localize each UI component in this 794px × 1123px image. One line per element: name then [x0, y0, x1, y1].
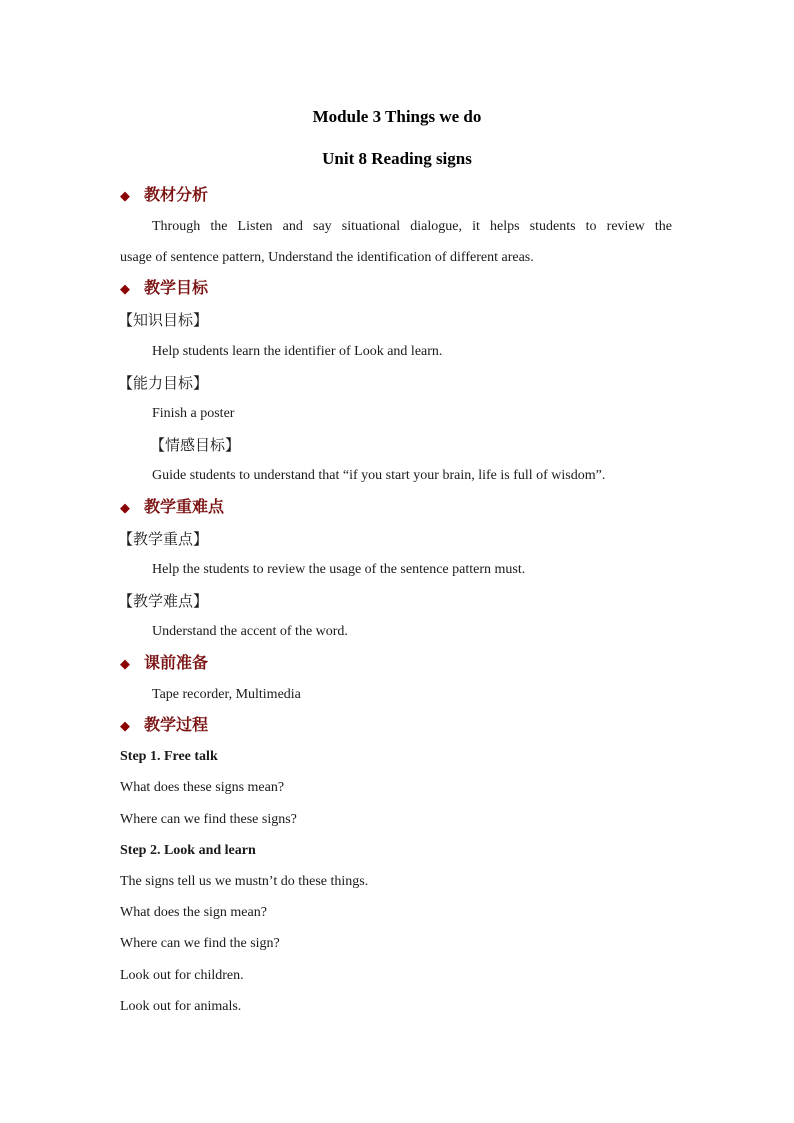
paragraph-line: Help the students to review the usage of the sentence pattern must.	[152, 562, 526, 577]
section-heading-text: 教材分析	[144, 185, 209, 204]
section-heading-text: 课前准备	[144, 653, 209, 672]
diamond-bullet-icon: ◆	[120, 719, 130, 734]
paragraph-line: Understand the accent of the word.	[152, 624, 348, 639]
paragraph-line: Help students learn the identifier of Look and learn.	[152, 344, 443, 359]
paragraph-line: Where can we find these signs?	[120, 812, 297, 827]
paragraph-line: Guide students to understand that “if you start your brain, life is full of wisdom”.	[152, 468, 606, 483]
paragraph-line: Through the Listen and say situational dialogue, it helps students to review the	[152, 219, 672, 234]
subsection-label-focus: 【教学重点】	[118, 530, 209, 548]
document-title: Module 3 Things we do	[312, 107, 482, 126]
subsection-label-emotion: 【情感目标】	[150, 436, 241, 454]
diamond-bullet-icon: ◆	[120, 657, 130, 672]
section-heading-key-points	[120, 498, 224, 518]
subsection-label-knowledge: 【知识目标】	[118, 311, 209, 329]
paragraph-line: usage of sentence pattern, Understand the identification of different areas.	[120, 250, 534, 265]
diamond-bullet-icon: ◆	[120, 189, 130, 204]
paragraph-line: The signs tell us we mustn’t do these things.	[120, 874, 369, 889]
document-subtitle: Unit 8 Reading signs	[322, 149, 472, 168]
step-title: Step 1. Free talk	[120, 749, 218, 764]
paragraph-line: What does the sign mean?	[120, 905, 267, 920]
section-heading-preparation	[120, 654, 208, 674]
paragraph-line: Look out for animals.	[120, 999, 242, 1014]
section-heading-materials	[120, 186, 208, 206]
section-heading-text: 教学过程	[144, 715, 209, 734]
paragraph-line: What does these signs mean?	[120, 780, 285, 795]
paragraph-line: Look out for children.	[120, 968, 244, 983]
paragraph-line: Finish a poster	[152, 406, 235, 421]
section-heading-process	[120, 716, 208, 736]
paragraph-line: Tape recorder, Multimedia	[152, 687, 301, 702]
paragraph-line: Where can we find the sign?	[120, 936, 280, 951]
section-heading-objectives	[120, 279, 208, 299]
diamond-bullet-icon: ◆	[120, 282, 130, 297]
subsection-label-ability: 【能力目标】	[118, 374, 209, 392]
subsection-label-difficulty: 【教学难点】	[118, 592, 209, 610]
step-title: Step 2. Look and learn	[120, 843, 256, 858]
diamond-bullet-icon: ◆	[120, 501, 130, 516]
section-heading-text: 教学目标	[144, 278, 209, 297]
section-heading-text: 教学重难点	[144, 497, 225, 516]
